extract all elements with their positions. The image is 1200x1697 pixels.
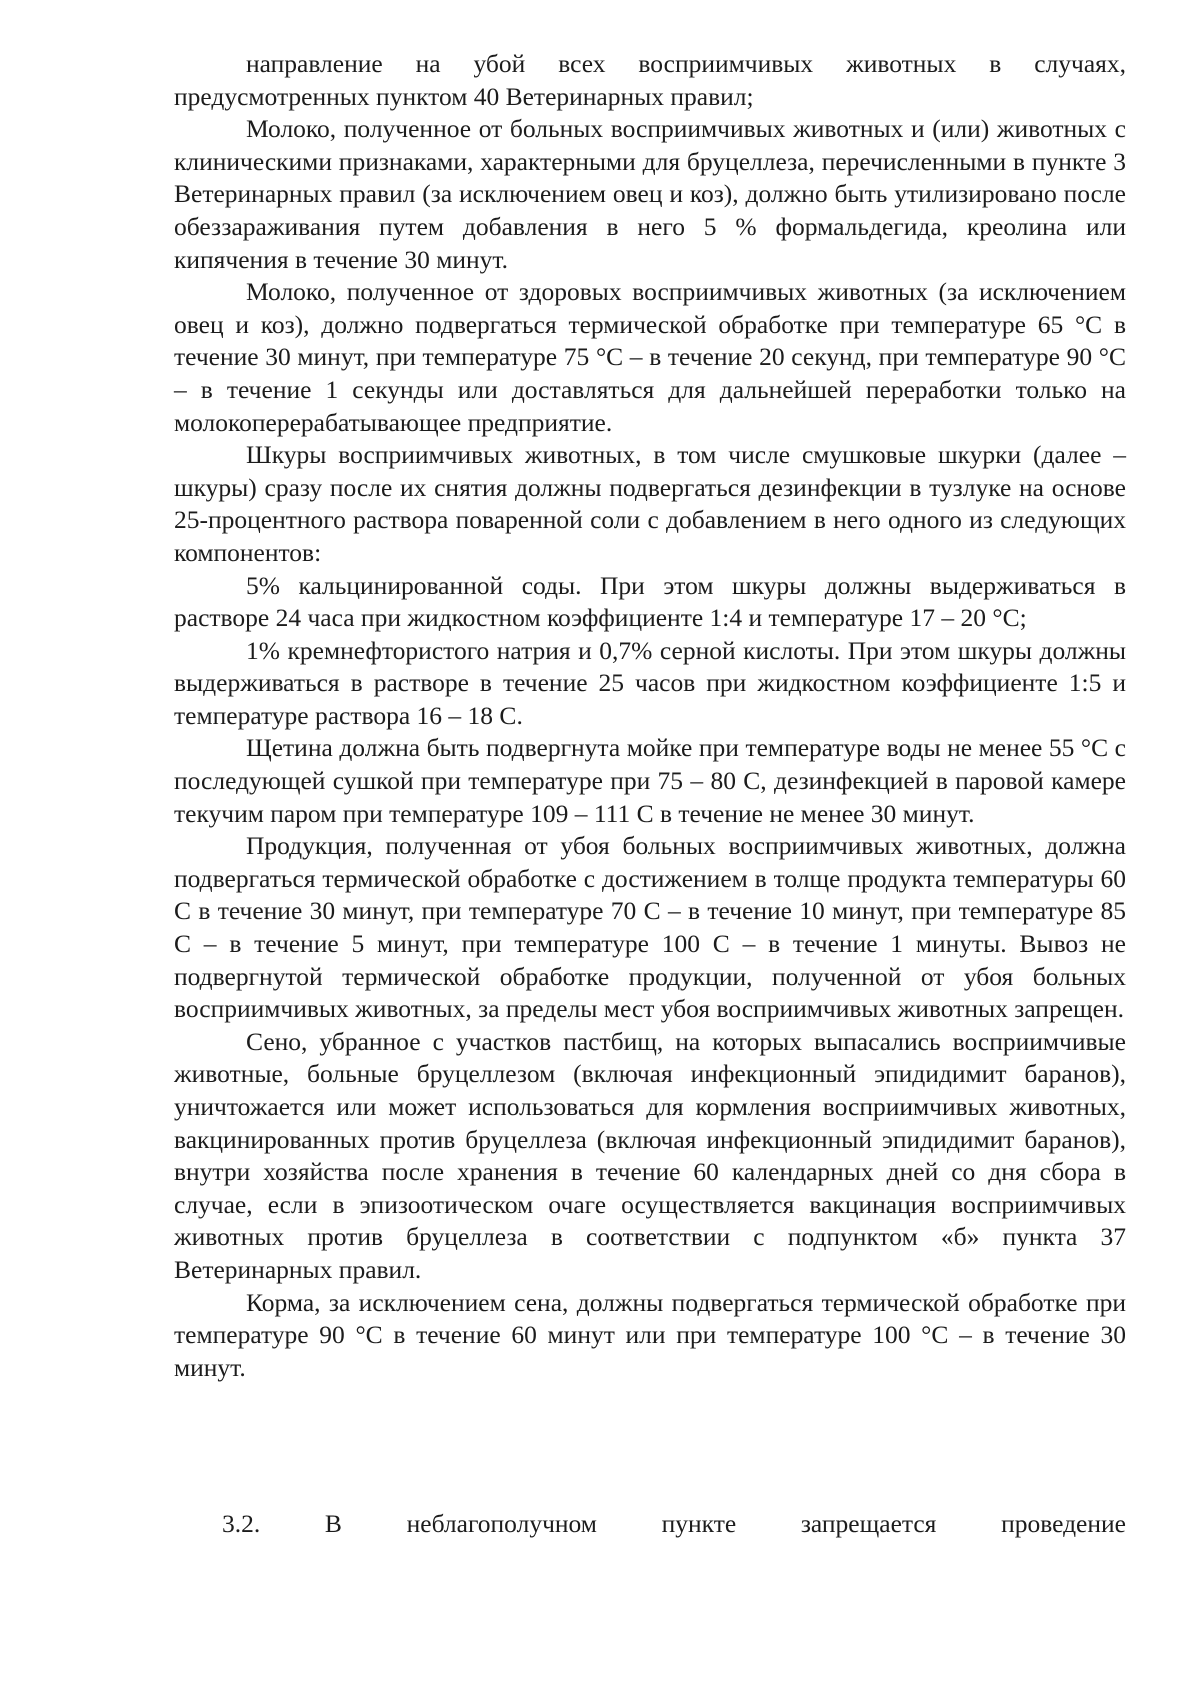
paragraph-feed: Корма, за исключением сена, должны подвергаться термической обработке при температуре 90 °С в течение 60 минут или при температуре 100 °С – в течение 30 минут. xyxy=(174,1287,1126,1382)
paragraph-bristles: Щетина должна быть подвергнута мойке при температуре воды не менее 55 °С с последующей сушкой при температуре при 75 – 80 С, дезинфекцией в паровой камере текучим паром при температуре 109 – 111 С в течение не менее 30 минут. xyxy=(174,733,1126,828)
paragraph-milk-sick-animals: Молоко, полученное от больных восприимчивых животных и (или) животных с клиническими признаками, характерными для бруцеллеза, перечисленными в пункте 3 Ветеринарных правил (за исключением овец и коз), должно быть утилизировано после обеззараживания путем добавления в него 5 % формальдегида, креолина или кипячения в течение 30 минут. xyxy=(174,114,1126,274)
paragraph-milk-healthy-animals: Молоко, полученное от здоровых восприимчивых животных (за исключением овец и коз), должно подвергаться термической обработке при температуре 65 °С в течение 30 минут, при температуре 75 °С – в течение 20 секунд, при температуре 90 °С – в течение 1 секунды или доставляться для дальнейшей переработки только на молокоперерабатывающее предприятие. xyxy=(174,277,1126,437)
section-3-2-heading-line: 3.2. В неблагополучном пункте запрещается проведение xyxy=(222,1509,1126,1538)
paragraph-hides-disinfection: Шкуры восприимчивых животных, в том числе смушковые шкурки (далее – шкуры) сразу после их снятия должны подвергаться дезинфекции в тузлуке на основе 25-процентного раствора поваренной соли с добавлением в него одного из следующих компонентов: xyxy=(174,440,1126,567)
paragraph-soda-solution: 5% кальцинированной соды. При этом шкуры должны выдерживаться в растворе 24 часа при жидкостном коэффициенте 1:4 и температуре 17 – 20 °С; xyxy=(174,570,1126,633)
paragraph-sodium-fluorosilicate: 1% кремнефтористого натрия и 0,7% серной кислоты. При этом шкуры должны выдерживаться в растворе в течение 25 часов при жидкостном коэффициенте 1:5 и температуре раствора 16 – 18 С. xyxy=(174,635,1126,730)
paragraph-slaughter-products: Продукция, полученная от убоя больных восприимчивых животных, должна подвергаться термической обработке с достижением в толще продукта температуры 60 С в течение 30 минут, при температуре 70 С – в течение 10 минут, при температуре 85 С – в течение 5 минут, при температуре 100 С – в течение 1 минуты. Вывоз не подвергнутой термической обработке продукции, полученной от убоя больных восприимчивых животных, за пределы мест убоя восприимчивых животных запрещен. xyxy=(174,831,1126,1024)
document-body xyxy=(174,48,1126,1384)
paragraph-hay: Сено, убранное с участков пастбищ, на которых выпасались восприимчивые животные, больные бруцеллезом (включая инфекционный эпидидимит баранов), уничтожается или может использоваться для кормления восприимчивых животных, вакцинированных против бруцеллеза (включая инфекционный эпидидимит баранов), внутри хозяйства после хранения в течение 60 календарных дней со дня сбора в случае, если в эпизоотическом очаге осуществляется вакцинация восприимчивых животных против бруцеллеза в соответствии с подпунктом «б» пункта 37 Ветеринарных правил. xyxy=(174,1026,1126,1284)
paragraph-slaughter-referral: направление на убой всех восприимчивых животных в случаях, предусмотренных пунктом 40 Ветеринарных правил; xyxy=(174,49,1126,111)
